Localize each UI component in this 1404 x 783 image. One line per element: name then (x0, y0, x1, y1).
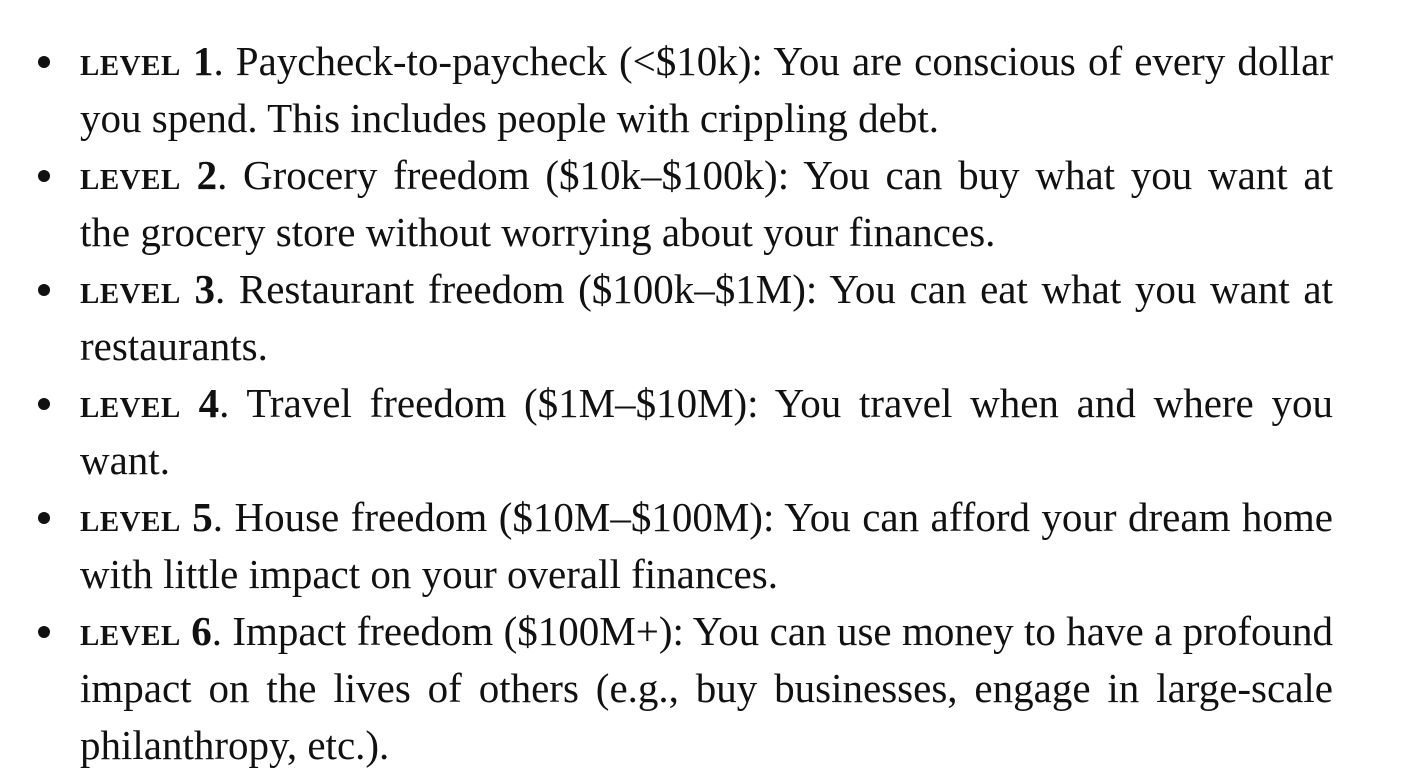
bullet-icon (38, 170, 50, 182)
bullet-icon (38, 626, 50, 638)
bullet-icon (38, 398, 50, 410)
level-label: level (80, 494, 181, 540)
level-description: . Paycheck-to-paycheck (<$10k): You are conscious of every dollar you spend. This includes people with crippling debt. (80, 38, 1334, 141)
list-item-level-1 (0, 33, 1333, 147)
level-number: 2 (196, 152, 218, 198)
bullet-icon (38, 284, 50, 296)
level-label: level (80, 38, 181, 84)
level-number: 1 (192, 38, 214, 84)
level-number: 3 (194, 266, 215, 312)
level-label: level (80, 152, 181, 198)
level-number: 6 (191, 608, 212, 654)
level-label: level (80, 380, 181, 426)
level-description: . Travel freedom ($1M–$10M): You travel when and where you want. (80, 380, 1334, 483)
level-description: . Grocery freedom ($10k–$100k): You can buy what you want at the grocery store without worrying about your finances. (80, 152, 1334, 255)
list-item-level-4 (0, 375, 1333, 489)
level-number: 4 (198, 380, 220, 426)
level-label: level (80, 608, 181, 654)
wealth-levels-list (0, 33, 1404, 774)
list-item-level-2 (0, 147, 1333, 261)
list-item-level-5 (0, 489, 1333, 603)
bullet-icon (38, 56, 50, 68)
level-number: 5 (192, 494, 213, 540)
level-description: . Restaurant freedom ($100k–$1M): You can eat what you want at restaurants. (80, 266, 1333, 369)
list-item-level-6 (0, 603, 1333, 774)
bullet-icon (38, 512, 50, 524)
level-description: . Impact freedom ($100M+): You can use money to have a profound impact on the lives of others (e.g., buy businesses, engage in large-scale philanthropy, etc.). (80, 608, 1333, 768)
list-item-level-3 (0, 261, 1333, 375)
level-label: level (80, 266, 181, 312)
level-description: . House freedom ($10M–$100M): You can afford your dream home with little impact on your overall finances. (80, 494, 1333, 597)
